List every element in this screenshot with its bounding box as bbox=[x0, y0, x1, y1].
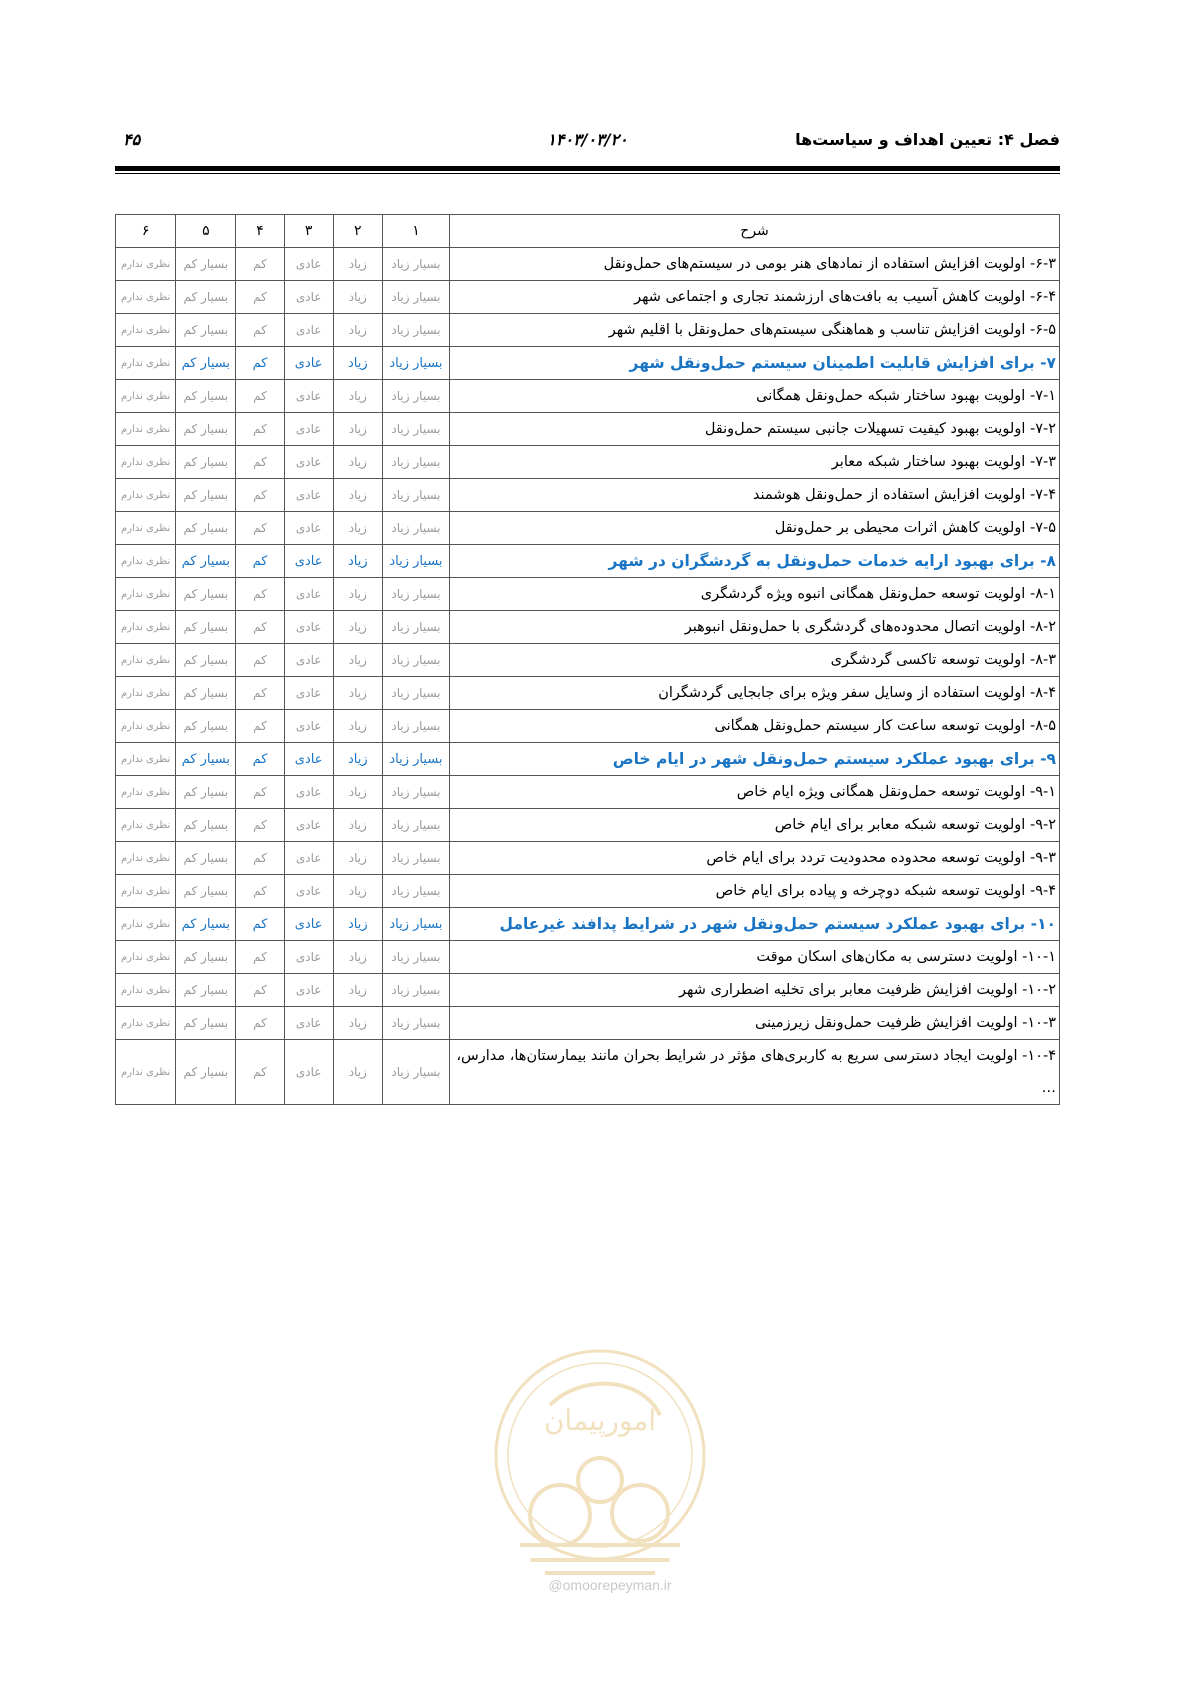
rating-option-2[interactable]: زیاد bbox=[333, 809, 382, 842]
rating-option-5[interactable]: بسیار کم bbox=[176, 875, 236, 908]
rating-option-2[interactable]: زیاد bbox=[333, 677, 382, 710]
rating-option-4[interactable]: کم bbox=[236, 611, 284, 644]
rating-option-1[interactable]: بسیار زیاد bbox=[382, 743, 449, 776]
rating-option-1[interactable]: بسیار زیاد bbox=[382, 908, 449, 941]
rating-option-4[interactable]: کم bbox=[236, 710, 284, 743]
rating-option-5[interactable]: بسیار کم bbox=[176, 743, 236, 776]
table-row bbox=[116, 1007, 1060, 1040]
rating-option-2[interactable]: زیاد bbox=[333, 578, 382, 611]
rating-option-1[interactable]: بسیار زیاد bbox=[382, 347, 449, 380]
rating-option-6[interactable]: نظری ندارم bbox=[116, 479, 176, 512]
row-description: ۹-۲- اولویت توسعه شبکه معابر برای ایام خاص bbox=[450, 809, 1060, 842]
page-number: ۴۵ bbox=[123, 130, 141, 149]
rating-option-3[interactable]: عادی bbox=[284, 248, 333, 281]
rating-option-1[interactable]: بسیار زیاد bbox=[382, 644, 449, 677]
table-row bbox=[116, 413, 1060, 446]
rating-option-4[interactable]: کم bbox=[236, 1007, 284, 1040]
rating-option-3[interactable]: عادی bbox=[284, 578, 333, 611]
rating-option-3[interactable]: عادی bbox=[284, 875, 333, 908]
rating-option-6[interactable]: نظری ندارم bbox=[116, 413, 176, 446]
table-row bbox=[116, 1040, 1060, 1105]
rating-option-3[interactable]: عادی bbox=[284, 1007, 333, 1040]
column-header-1: ۱ bbox=[382, 215, 449, 248]
rating-option-4[interactable]: کم bbox=[236, 644, 284, 677]
rating-option-4[interactable]: کم bbox=[236, 281, 284, 314]
table-row bbox=[116, 710, 1060, 743]
rating-option-3[interactable]: عادی bbox=[284, 314, 333, 347]
rating-option-5[interactable]: بسیار کم bbox=[176, 545, 236, 578]
rating-option-4[interactable]: کم bbox=[236, 512, 284, 545]
priority-survey-table bbox=[115, 214, 1060, 1105]
rating-option-6[interactable]: نظری ندارم bbox=[116, 842, 176, 875]
rating-option-4[interactable]: کم bbox=[236, 545, 284, 578]
rating-option-2[interactable]: زیاد bbox=[333, 380, 382, 413]
section-title: ۹- برای بهبود عملکرد سیستم حمل‌ونقل شهر در ایام خاص bbox=[450, 743, 1060, 776]
rating-option-3[interactable]: عادی bbox=[284, 512, 333, 545]
rating-option-3[interactable]: عادی bbox=[284, 776, 333, 809]
document-date: ۱۴۰۳/۰۳/۲۰ bbox=[547, 130, 628, 149]
rating-option-5[interactable]: بسیار کم bbox=[176, 908, 236, 941]
rating-option-5[interactable]: بسیار کم bbox=[176, 413, 236, 446]
rating-option-4[interactable]: کم bbox=[236, 941, 284, 974]
rating-option-4[interactable]: کم bbox=[236, 248, 284, 281]
rating-option-2[interactable]: زیاد bbox=[333, 545, 382, 578]
rating-option-1[interactable]: بسیار زیاد bbox=[382, 776, 449, 809]
rating-option-3[interactable]: عادی bbox=[284, 446, 333, 479]
row-description: ۱۰-۲- اولویت افزایش ظرفیت معابر برای تخلیه اضطراری شهر bbox=[450, 974, 1060, 1007]
rating-option-5[interactable]: بسیار کم bbox=[176, 446, 236, 479]
rating-option-2[interactable]: زیاد bbox=[333, 1040, 382, 1105]
table-row bbox=[116, 314, 1060, 347]
rating-option-2[interactable]: زیاد bbox=[333, 710, 382, 743]
rating-option-6[interactable]: نظری ندارم bbox=[116, 446, 176, 479]
rating-option-3[interactable]: عادی bbox=[284, 710, 333, 743]
table-row bbox=[116, 380, 1060, 413]
rating-option-2[interactable]: زیاد bbox=[333, 248, 382, 281]
section-row bbox=[116, 743, 1060, 776]
rating-option-3[interactable]: عادی bbox=[284, 908, 333, 941]
rating-option-3[interactable]: عادی bbox=[284, 611, 333, 644]
rating-option-5[interactable]: بسیار کم bbox=[176, 578, 236, 611]
rating-option-4[interactable]: کم bbox=[236, 842, 284, 875]
rating-option-6[interactable]: نظری ندارم bbox=[116, 974, 176, 1007]
rating-option-5[interactable]: بسیار کم bbox=[176, 710, 236, 743]
rating-option-1[interactable]: بسیار زیاد bbox=[382, 611, 449, 644]
rating-option-4[interactable]: کم bbox=[236, 1040, 284, 1105]
rating-option-6[interactable]: نظری ندارم bbox=[116, 380, 176, 413]
rating-option-2[interactable]: زیاد bbox=[333, 842, 382, 875]
rating-option-3[interactable]: عادی bbox=[284, 941, 333, 974]
section-title: ۸- برای بهبود ارایه خدمات حمل‌ونقل به گردشگران در شهر bbox=[450, 545, 1060, 578]
table-row bbox=[116, 974, 1060, 1007]
rating-option-2[interactable]: زیاد bbox=[333, 314, 382, 347]
rating-option-1[interactable]: بسیار زیاد bbox=[382, 380, 449, 413]
table-row bbox=[116, 809, 1060, 842]
rating-option-6[interactable]: نظری ندارم bbox=[116, 578, 176, 611]
rating-option-2[interactable]: زیاد bbox=[333, 941, 382, 974]
rating-option-1[interactable]: بسیار زیاد bbox=[382, 413, 449, 446]
watermark-logo bbox=[490, 1345, 710, 1605]
rating-option-6[interactable]: نظری ندارم bbox=[116, 281, 176, 314]
rating-option-1[interactable]: بسیار زیاد bbox=[382, 1007, 449, 1040]
rating-option-2[interactable]: زیاد bbox=[333, 512, 382, 545]
column-header-6: ۶ bbox=[116, 215, 176, 248]
rating-option-5[interactable]: بسیار کم bbox=[176, 248, 236, 281]
rating-option-5[interactable]: بسیار کم bbox=[176, 281, 236, 314]
rating-option-4[interactable]: کم bbox=[236, 974, 284, 1007]
rating-option-1[interactable]: بسیار زیاد bbox=[382, 248, 449, 281]
rating-option-6[interactable]: نظری ندارم bbox=[116, 347, 176, 380]
rating-option-6[interactable]: نظری ندارم bbox=[116, 644, 176, 677]
rating-option-6[interactable]: نظری ندارم bbox=[116, 248, 176, 281]
table-row bbox=[116, 512, 1060, 545]
rating-option-1[interactable]: بسیار زیاد bbox=[382, 710, 449, 743]
rating-option-2[interactable]: زیاد bbox=[333, 479, 382, 512]
rating-option-6[interactable]: نظری ندارم bbox=[116, 545, 176, 578]
rating-option-2[interactable]: زیاد bbox=[333, 875, 382, 908]
rating-option-6[interactable]: نظری ندارم bbox=[116, 512, 176, 545]
rating-option-3[interactable]: عادی bbox=[284, 842, 333, 875]
rating-option-3[interactable]: عادی bbox=[284, 677, 333, 710]
rating-option-4[interactable]: کم bbox=[236, 875, 284, 908]
rating-option-3[interactable]: عادی bbox=[284, 1040, 333, 1105]
row-description: ۷-۱- اولویت بهبود ساختار شبکه حمل‌ونقل همگانی bbox=[450, 380, 1060, 413]
rating-option-6[interactable]: نظری ندارم bbox=[116, 743, 176, 776]
rating-option-4[interactable]: کم bbox=[236, 776, 284, 809]
rating-option-4[interactable]: کم bbox=[236, 578, 284, 611]
rating-option-1[interactable]: بسیار زیاد bbox=[382, 941, 449, 974]
rating-option-6[interactable]: نظری ندارم bbox=[116, 875, 176, 908]
rating-option-1[interactable]: بسیار زیاد bbox=[382, 842, 449, 875]
rating-option-4[interactable]: کم bbox=[236, 413, 284, 446]
row-description: ۱۰-۴- اولویت ایجاد دسترسی سریع به کاربری‌های مؤثر در شرایط بحران مانند بیمارستان‌ها، مدارس، … bbox=[450, 1040, 1060, 1105]
rating-option-3[interactable]: عادی bbox=[284, 413, 333, 446]
header-rule-thin bbox=[115, 173, 1060, 174]
rating-option-5[interactable]: بسیار کم bbox=[176, 512, 236, 545]
rating-option-3[interactable]: عادی bbox=[284, 380, 333, 413]
rating-option-4[interactable]: کم bbox=[236, 314, 284, 347]
row-description: ۸-۴- اولویت استفاده از وسایل سفر ویژه برای جابجایی گردشگران bbox=[450, 677, 1060, 710]
table-header-row bbox=[116, 215, 1060, 248]
rating-option-2[interactable]: زیاد bbox=[333, 743, 382, 776]
rating-option-2[interactable]: زیاد bbox=[333, 974, 382, 1007]
row-description: ۸-۵- اولویت توسعه ساعت کار سیستم حمل‌ونقل همگانی bbox=[450, 710, 1060, 743]
rating-option-3[interactable]: عادی bbox=[284, 644, 333, 677]
rating-option-3[interactable]: عادی bbox=[284, 545, 333, 578]
rating-option-4[interactable]: کم bbox=[236, 380, 284, 413]
rating-option-5[interactable]: بسیار کم bbox=[176, 941, 236, 974]
table-row bbox=[116, 281, 1060, 314]
rating-option-4[interactable]: کم bbox=[236, 347, 284, 380]
rating-option-6[interactable]: نظری ندارم bbox=[116, 1007, 176, 1040]
rating-option-4[interactable]: کم bbox=[236, 479, 284, 512]
rating-option-5[interactable]: بسیار کم bbox=[176, 776, 236, 809]
row-description: ۹-۴- اولویت توسعه شبکه دوچرخه و پیاده برای ایام خاص bbox=[450, 875, 1060, 908]
rating-option-2[interactable]: زیاد bbox=[333, 908, 382, 941]
rating-option-3[interactable]: عادی bbox=[284, 479, 333, 512]
section-title: ۱۰- برای بهبود عملکرد سیستم حمل‌ونقل شهر در شرایط پدافند غیرعامل bbox=[450, 908, 1060, 941]
table-row bbox=[116, 578, 1060, 611]
rating-option-6[interactable]: نظری ندارم bbox=[116, 677, 176, 710]
table-row bbox=[116, 248, 1060, 281]
section-row bbox=[116, 347, 1060, 380]
watermark-logo-text: امورپیمان bbox=[543, 1404, 657, 1437]
rating-option-1[interactable]: بسیار زیاد bbox=[382, 479, 449, 512]
rating-option-1[interactable]: بسیار زیاد bbox=[382, 677, 449, 710]
rating-option-1[interactable]: بسیار زیاد bbox=[382, 281, 449, 314]
rating-option-4[interactable]: کم bbox=[236, 677, 284, 710]
column-header-5: ۵ bbox=[176, 215, 236, 248]
row-description: ۶-۳- اولویت افزایش استفاده از نمادهای هنر بومی در سیستم‌های حمل‌ونقل bbox=[450, 248, 1060, 281]
rating-option-1[interactable]: بسیار زیاد bbox=[382, 545, 449, 578]
rating-option-3[interactable]: عادی bbox=[284, 974, 333, 1007]
rating-option-5[interactable]: بسیار کم bbox=[176, 1040, 236, 1105]
rating-option-5[interactable]: بسیار کم bbox=[176, 611, 236, 644]
rating-option-1[interactable]: بسیار زیاد bbox=[382, 512, 449, 545]
row-description: ۷-۴- اولویت افزایش استفاده از حمل‌ونقل هوشمند bbox=[450, 479, 1060, 512]
rating-option-3[interactable]: عادی bbox=[284, 743, 333, 776]
rating-option-5[interactable]: بسیار کم bbox=[176, 974, 236, 1007]
table-row bbox=[116, 644, 1060, 677]
rating-option-5[interactable]: بسیار کم bbox=[176, 347, 236, 380]
rating-option-4[interactable]: کم bbox=[236, 809, 284, 842]
table-row bbox=[116, 611, 1060, 644]
rating-option-1[interactable]: بسیار زیاد bbox=[382, 809, 449, 842]
table-row bbox=[116, 875, 1060, 908]
rating-option-2[interactable]: زیاد bbox=[333, 1007, 382, 1040]
rating-option-2[interactable]: زیاد bbox=[333, 776, 382, 809]
column-header-4: ۴ bbox=[236, 215, 284, 248]
rating-option-3[interactable]: عادی bbox=[284, 281, 333, 314]
rating-option-6[interactable]: نظری ندارم bbox=[116, 314, 176, 347]
row-description: ۸-۱- اولویت توسعه حمل‌ونقل همگانی انبوه ویژه گردشگری bbox=[450, 578, 1060, 611]
rating-option-2[interactable]: زیاد bbox=[333, 413, 382, 446]
rating-option-4[interactable]: کم bbox=[236, 908, 284, 941]
table-row bbox=[116, 842, 1060, 875]
table-row bbox=[116, 677, 1060, 710]
table-row bbox=[116, 776, 1060, 809]
row-description: ۶-۴- اولویت کاهش آسیب به بافت‌های ارزشمند تجاری و اجتماعی شهر bbox=[450, 281, 1060, 314]
section-title: ۷- برای افزایش قابلیت اطمینان سیستم حمل‌ونقل شهر bbox=[450, 347, 1060, 380]
row-description: ۹-۱- اولویت توسعه حمل‌ونقل همگانی ویژه ایام خاص bbox=[450, 776, 1060, 809]
table-body bbox=[116, 248, 1060, 1105]
table-row bbox=[116, 941, 1060, 974]
rating-option-1[interactable]: بسیار زیاد bbox=[382, 578, 449, 611]
rating-option-5[interactable]: بسیار کم bbox=[176, 677, 236, 710]
rating-option-5[interactable]: بسیار کم bbox=[176, 380, 236, 413]
rating-option-1[interactable]: بسیار زیاد bbox=[382, 1040, 449, 1105]
rating-option-2[interactable]: زیاد bbox=[333, 446, 382, 479]
rating-option-5[interactable]: بسیار کم bbox=[176, 809, 236, 842]
rating-option-6[interactable]: نظری ندارم bbox=[116, 710, 176, 743]
rating-option-3[interactable]: عادی bbox=[284, 809, 333, 842]
rating-option-1[interactable]: بسیار زیاد bbox=[382, 875, 449, 908]
watermark-url: @omoorepeyman.ir bbox=[548, 1577, 672, 1593]
rating-option-5[interactable]: بسیار کم bbox=[176, 314, 236, 347]
column-header-desc: شرح bbox=[450, 215, 1060, 248]
rating-option-6[interactable]: نظری ندارم bbox=[116, 908, 176, 941]
rating-option-6[interactable]: نظری ندارم bbox=[116, 776, 176, 809]
section-row bbox=[116, 545, 1060, 578]
rating-option-5[interactable]: بسیار کم bbox=[176, 479, 236, 512]
table-row bbox=[116, 446, 1060, 479]
row-description: ۶-۵- اولویت افزایش تناسب و هماهنگی سیستم‌های حمل‌ونقل با اقلیم شهر bbox=[450, 314, 1060, 347]
header-rule-thick bbox=[115, 166, 1060, 171]
rating-option-1[interactable]: بسیار زیاد bbox=[382, 446, 449, 479]
rating-option-4[interactable]: کم bbox=[236, 446, 284, 479]
row-description: ۸-۳- اولویت توسعه تاکسی گردشگری bbox=[450, 644, 1060, 677]
rating-option-5[interactable]: بسیار کم bbox=[176, 1007, 236, 1040]
row-description: ۹-۳- اولویت توسعه محدوده محدودیت تردد برای ایام خاص bbox=[450, 842, 1060, 875]
row-description: ۷-۲- اولویت بهبود کیفیت تسهیلات جانبی سیستم حمل‌ونقل bbox=[450, 413, 1060, 446]
rating-option-1[interactable]: بسیار زیاد bbox=[382, 974, 449, 1007]
rating-option-1[interactable]: بسیار زیاد bbox=[382, 314, 449, 347]
rating-option-2[interactable]: زیاد bbox=[333, 347, 382, 380]
rating-option-6[interactable]: نظری ندارم bbox=[116, 611, 176, 644]
rating-option-2[interactable]: زیاد bbox=[333, 644, 382, 677]
row-description: ۷-۵- اولویت کاهش اثرات محیطی بر حمل‌ونقل bbox=[450, 512, 1060, 545]
chapter-title: فصل ۴: تعیین اهداف و سیاست‌ها bbox=[795, 130, 1060, 149]
rating-option-3[interactable]: عادی bbox=[284, 347, 333, 380]
rating-option-6[interactable]: نظری ندارم bbox=[116, 941, 176, 974]
rating-option-6[interactable]: نظری ندارم bbox=[116, 1040, 176, 1105]
page-header bbox=[115, 130, 1060, 154]
table-row bbox=[116, 479, 1060, 512]
row-description: ۷-۳- اولویت بهبود ساختار شبکه معابر bbox=[450, 446, 1060, 479]
section-row bbox=[116, 908, 1060, 941]
rating-option-2[interactable]: زیاد bbox=[333, 281, 382, 314]
rating-option-5[interactable]: بسیار کم bbox=[176, 842, 236, 875]
rating-option-6[interactable]: نظری ندارم bbox=[116, 809, 176, 842]
column-header-3: ۳ bbox=[284, 215, 333, 248]
row-description: ۸-۲- اولویت اتصال محدوده‌های گردشگری با حمل‌ونقل انبوهبر bbox=[450, 611, 1060, 644]
rating-option-5[interactable]: بسیار کم bbox=[176, 644, 236, 677]
rating-option-4[interactable]: کم bbox=[236, 743, 284, 776]
row-description: ۱۰-۳- اولویت افزایش ظرفیت حمل‌ونقل زیرزمینی bbox=[450, 1007, 1060, 1040]
column-header-2: ۲ bbox=[333, 215, 382, 248]
rating-option-2[interactable]: زیاد bbox=[333, 611, 382, 644]
row-description: ۱۰-۱- اولویت دسترسی به مکان‌های اسکان موقت bbox=[450, 941, 1060, 974]
